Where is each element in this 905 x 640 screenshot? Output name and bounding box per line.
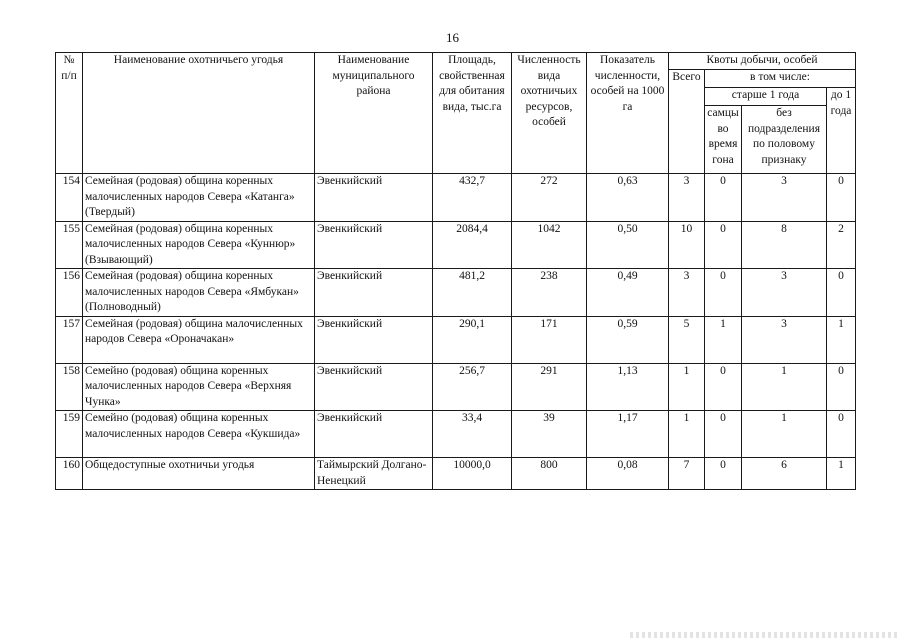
area-value: 290,1 — [433, 316, 512, 363]
quota-no-division: 1 — [742, 411, 827, 458]
row-number: 158 — [56, 363, 83, 411]
header-area: Площадь, свойственная для обитания вида, тыс.га — [433, 53, 512, 174]
quota-no-division: 6 — [742, 458, 827, 490]
district-name: Эвенкийский — [315, 174, 433, 222]
hunting-ground-name: Семейно (родовая) община коренных малочисленных народов Севера «Кукшида» — [83, 411, 315, 458]
header-including: в том числе: — [705, 70, 856, 88]
density-value: 0,49 — [587, 269, 669, 317]
quota-total: 10 — [669, 221, 705, 269]
quota-young: 1 — [827, 316, 856, 363]
quota-males: 0 — [705, 411, 742, 458]
hunting-ground-name: Семейная (родовая) община коренных малочисленных народов Севера «Катанга» (Твердый) — [83, 174, 315, 222]
quota-males: 0 — [705, 269, 742, 317]
district-name: Эвенкийский — [315, 411, 433, 458]
quota-young: 0 — [827, 363, 856, 411]
quota-total: 3 — [669, 174, 705, 222]
quota-no-division: 3 — [742, 174, 827, 222]
table-row — [56, 221, 856, 269]
quota-young: 2 — [827, 221, 856, 269]
quota-total: 3 — [669, 269, 705, 317]
quota-no-division: 8 — [742, 221, 827, 269]
hunting-ground-name: Семейная (родовая) община коренных малочисленных народов Севера «Ямбукан» (Полноводный) — [83, 269, 315, 317]
quota-no-division: 3 — [742, 269, 827, 317]
table-row — [56, 411, 856, 458]
row-number: 159 — [56, 411, 83, 458]
table-row — [56, 363, 856, 411]
density-value: 1,13 — [587, 363, 669, 411]
header-num: № п/п — [56, 53, 83, 174]
area-value: 10000,0 — [433, 458, 512, 490]
count-value: 291 — [512, 363, 587, 411]
table-row — [56, 269, 856, 317]
header-males-rut: самцы во время гона — [705, 106, 742, 174]
quota-males: 0 — [705, 174, 742, 222]
density-value: 0,08 — [587, 458, 669, 490]
count-value: 1042 — [512, 221, 587, 269]
density-value: 0,63 — [587, 174, 669, 222]
area-value: 432,7 — [433, 174, 512, 222]
density-value: 0,59 — [587, 316, 669, 363]
header-density: Показатель численности, особей на 1000 га — [587, 53, 669, 174]
scan-artifact — [630, 632, 900, 638]
district-name: Эвенкийский — [315, 363, 433, 411]
count-value: 800 — [512, 458, 587, 490]
table-row — [56, 174, 856, 222]
district-name: Эвенкийский — [315, 269, 433, 317]
hunting-ground-name: Семейно (родовая) община коренных малочисленных народов Севера «Верхняя Чунка» — [83, 363, 315, 411]
hunting-ground-name: Семейная (родовая) община коренных малочисленных народов Севера «Куннюр» (Взывающий) — [83, 221, 315, 269]
row-number: 154 — [56, 174, 83, 222]
quota-males: 0 — [705, 363, 742, 411]
quota-males: 0 — [705, 458, 742, 490]
quota-young: 0 — [827, 174, 856, 222]
count-value: 272 — [512, 174, 587, 222]
header-no-sex-division: без подразделения по половому признаку — [742, 106, 827, 174]
header-name: Наименование охотничьего угодья — [83, 53, 315, 174]
district-name: Эвенкийский — [315, 316, 433, 363]
quota-young: 0 — [827, 411, 856, 458]
header-count: Численность вида охотничьих ресурсов, особей — [512, 53, 587, 174]
count-value: 39 — [512, 411, 587, 458]
quota-no-division: 3 — [742, 316, 827, 363]
table-row — [56, 458, 856, 490]
table-header — [56, 53, 856, 174]
area-value: 2084,4 — [433, 221, 512, 269]
count-value: 238 — [512, 269, 587, 317]
density-value: 1,17 — [587, 411, 669, 458]
count-value: 171 — [512, 316, 587, 363]
quota-males: 0 — [705, 221, 742, 269]
row-number: 156 — [56, 269, 83, 317]
header-quotas: Квоты добычи, особей — [669, 53, 856, 70]
row-number: 160 — [56, 458, 83, 490]
hunting-quota-table — [55, 52, 856, 490]
header-under-one-year: до 1 года — [827, 88, 856, 174]
quota-total: 1 — [669, 411, 705, 458]
hunting-ground-name: Общедоступные охотничьи угодья — [83, 458, 315, 490]
area-value: 33,4 — [433, 411, 512, 458]
district-name: Эвенкийский — [315, 221, 433, 269]
density-value: 0,50 — [587, 221, 669, 269]
header-district: Наименование муниципального района — [315, 53, 433, 174]
quota-no-division: 1 — [742, 363, 827, 411]
row-number: 157 — [56, 316, 83, 363]
header-over-one-year: старше 1 года — [705, 88, 827, 106]
page-number: 16 — [446, 30, 459, 45]
quota-total: 7 — [669, 458, 705, 490]
row-number: 155 — [56, 221, 83, 269]
hunting-ground-name: Семейная (родовая) община малочисленных народов Севера «Ороначакан» — [83, 316, 315, 363]
quota-total: 1 — [669, 363, 705, 411]
quota-total: 5 — [669, 316, 705, 363]
header-total: Всего — [669, 70, 705, 174]
table-body — [56, 174, 856, 490]
district-name: Таймырский Долгано-Ненецкий — [315, 458, 433, 490]
area-value: 256,7 — [433, 363, 512, 411]
quota-males: 1 — [705, 316, 742, 363]
area-value: 481,2 — [433, 269, 512, 317]
quota-young: 0 — [827, 269, 856, 317]
table-row — [56, 316, 856, 363]
quota-young: 1 — [827, 458, 856, 490]
